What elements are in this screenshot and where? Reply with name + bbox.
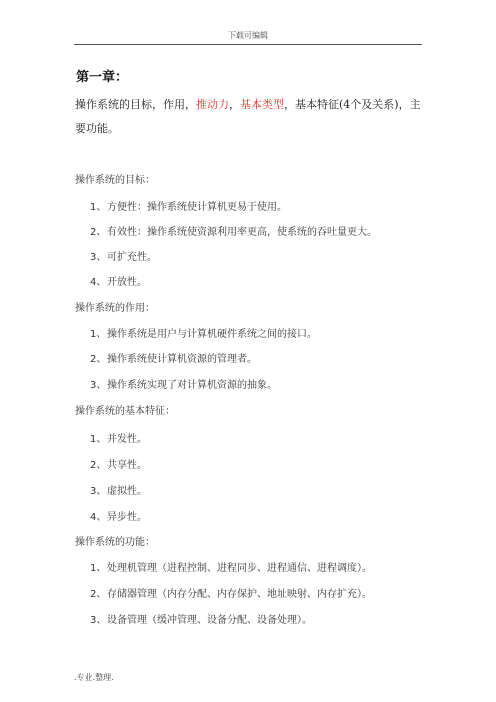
intro-text-rest: ，基本特征(4个及关系)，主要功能。 xyxy=(75,98,421,135)
item-number: 2、 xyxy=(90,354,107,365)
list-item xyxy=(90,430,147,445)
list-item xyxy=(90,482,147,497)
item-text: 处理机管理（进程控制、进程同步、进程通信、进程调度）。 xyxy=(107,563,372,574)
item-number: 1、 xyxy=(90,329,107,340)
item-text: 异步性。 xyxy=(107,512,147,523)
item-number: 1、 xyxy=(90,563,107,574)
item-number: 2、 xyxy=(90,227,107,238)
list-item xyxy=(90,585,372,600)
intro-highlight-types: 基本类型 xyxy=(240,98,284,111)
header-divider xyxy=(74,44,422,45)
chapter-title: 第一章： xyxy=(76,70,129,85)
list-item xyxy=(90,248,157,263)
list-item xyxy=(90,273,147,288)
list-item xyxy=(90,611,312,626)
intro-separator: ， xyxy=(229,98,240,111)
page-footer: .专业.整理. xyxy=(74,673,114,682)
item-number: 3、 xyxy=(90,486,107,497)
item-text: 虚拟性。 xyxy=(107,486,147,497)
item-text: 方便性：操作系统使计算机更易于使用。 xyxy=(107,202,287,213)
section-heading-goals: 操作系统的目标： xyxy=(75,175,155,186)
item-text: 操作系统是用户与计算机硬件系统之间的接口。 xyxy=(107,329,317,340)
list-item xyxy=(90,223,377,238)
chapter-intro xyxy=(75,93,427,141)
list-item xyxy=(90,350,257,365)
item-number: 3、 xyxy=(90,252,107,263)
item-number: 4、 xyxy=(90,277,107,288)
item-text: 操作系统使计算机资源的管理者。 xyxy=(107,354,257,365)
list-item xyxy=(90,376,277,391)
item-text: 可扩充性。 xyxy=(107,252,157,263)
list-item xyxy=(90,325,317,340)
item-number: 1、 xyxy=(90,202,107,213)
intro-text: 操作系统的目标，作用， xyxy=(75,98,196,111)
item-number: 4、 xyxy=(90,512,107,523)
item-text: 并发性。 xyxy=(107,434,147,445)
item-text: 有效性：操作系统使资源利用率更高，使系统的吞吐量更大。 xyxy=(107,227,377,238)
list-item xyxy=(90,456,147,471)
item-text: 开放性。 xyxy=(107,277,147,288)
item-text: 设备管理（缓冲管理、设备分配、设备处理）。 xyxy=(107,615,312,626)
item-number: 3、 xyxy=(90,615,107,626)
item-number: 1、 xyxy=(90,434,107,445)
page-header: 下载可编辑 xyxy=(228,31,268,40)
item-number: 2、 xyxy=(90,589,107,600)
list-item xyxy=(90,198,287,213)
intro-highlight-drive: 推动力 xyxy=(196,98,229,111)
section-heading-functions: 操作系统的功能： xyxy=(75,537,155,548)
list-item xyxy=(90,508,147,523)
item-text: 操作系统实现了对计算机资源的抽象。 xyxy=(107,380,277,391)
list-item xyxy=(90,559,372,574)
item-text: 共享性。 xyxy=(107,460,147,471)
item-number: 2、 xyxy=(90,460,107,471)
section-heading-features: 操作系统的基本特征： xyxy=(75,406,175,417)
item-number: 3、 xyxy=(90,380,107,391)
section-heading-roles: 操作系统的作用： xyxy=(75,303,155,314)
item-text: 存储器管理（内存分配、内存保护、地址映射、内存扩充）。 xyxy=(107,589,372,600)
